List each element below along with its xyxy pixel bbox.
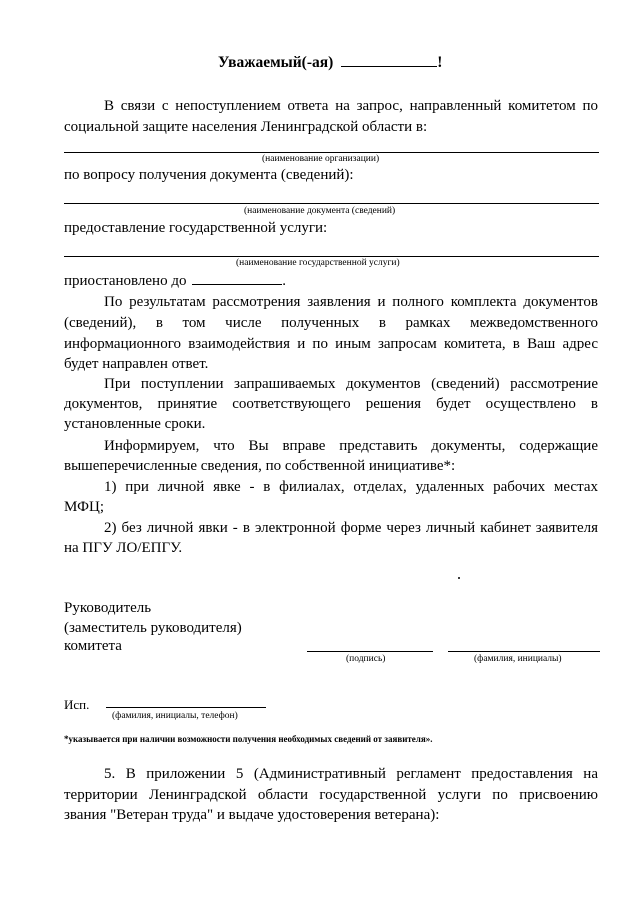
inform-line-2: вышеперечисленные сведения, по собственной инициативе*: [64,458,456,474]
signer-name-line [448,651,600,652]
results-line-1: По результатам рассмотрения заявления и полного комплекта документов [104,294,598,310]
results-line-2: (сведений), в том числе полученных в рамках межведомственного [64,315,598,331]
signer-role-1: Руководитель [64,600,152,616]
question-label: по вопросу получения документа (сведений): [64,167,354,183]
receipt-line-2: документов, принятие соответствующего решения будет осуществлено в [64,396,598,412]
item2-line-1: 2) без личной явки - в электронной форме через личный кабинет заявителя [104,520,598,536]
document-blank-line [64,203,599,204]
letter-salutation [218,53,442,73]
scan-speck [458,577,460,579]
signer-role-2: (заместитель руководителя) [64,620,242,636]
executor-label: Исп. [64,697,90,712]
item1-line-1: 1) при личной явке - в филиалах, отделах, удаленных рабочих местах [104,479,598,495]
suspended-end: . [282,273,286,289]
salutation-text: Уважаемый(-ая) [218,54,334,71]
item1-line-2: МФЦ; [64,499,104,515]
service-provision-label: предоставление государственной услуги: [64,220,328,236]
caption-organization: (наименование организации) [262,154,380,164]
caption-executor: (фамилия, инициалы, телефон) [112,711,238,721]
suspended-date-blank [192,284,282,285]
inform-line-1: Информируем, что Вы вправе представить документы, содержащие [104,438,598,454]
caption-service: (наименование государственной услуги) [236,258,400,268]
footnote: *указывается при наличии возможности получения необходимых сведений от заявителя». [64,734,433,744]
suspended-label: приостановлено до [64,273,187,289]
caption-document: (наименование документа (сведений) [244,206,396,216]
intro-line-2: социальной защите населения Ленинградской области в: [64,119,428,135]
recipient-name-blank [341,66,437,67]
results-line-3: информационного взаимодействия и по иным запросам комитета, в Ваш адрес [64,336,598,352]
item5-line-2: территории Ленинградской области государственной услуги по присвоению [64,787,598,803]
salutation-suffix: ! [437,54,443,71]
receipt-line-1: При поступлении запрашиваемых документов (сведений) рассмотрение [104,376,598,392]
receipt-line-3: установленные сроки. [64,416,206,432]
item5-line-3: звания "Ветеран труда" и выдаче удостоверения ветерана): [64,807,440,823]
service-blank-line [64,256,599,257]
item5-line-1: 5. В приложении 5 (Административный регламент предоставления на [104,766,598,782]
signature-line [307,651,433,652]
caption-signer-name: (фамилия, инициалы) [474,654,562,664]
signer-role-3: комитета [64,638,122,654]
suspended-until [64,271,286,291]
executor-line [106,707,266,708]
item2-line-2: на ПГУ ЛО/ЕПГУ. [64,540,183,556]
results-line-4: будет направлен ответ. [64,356,209,372]
caption-signature: (подпись) [346,654,386,664]
intro-line-1: В связи с непоступлением ответа на запрос, направленный комитетом по [104,98,598,114]
organization-blank-line [64,152,599,153]
